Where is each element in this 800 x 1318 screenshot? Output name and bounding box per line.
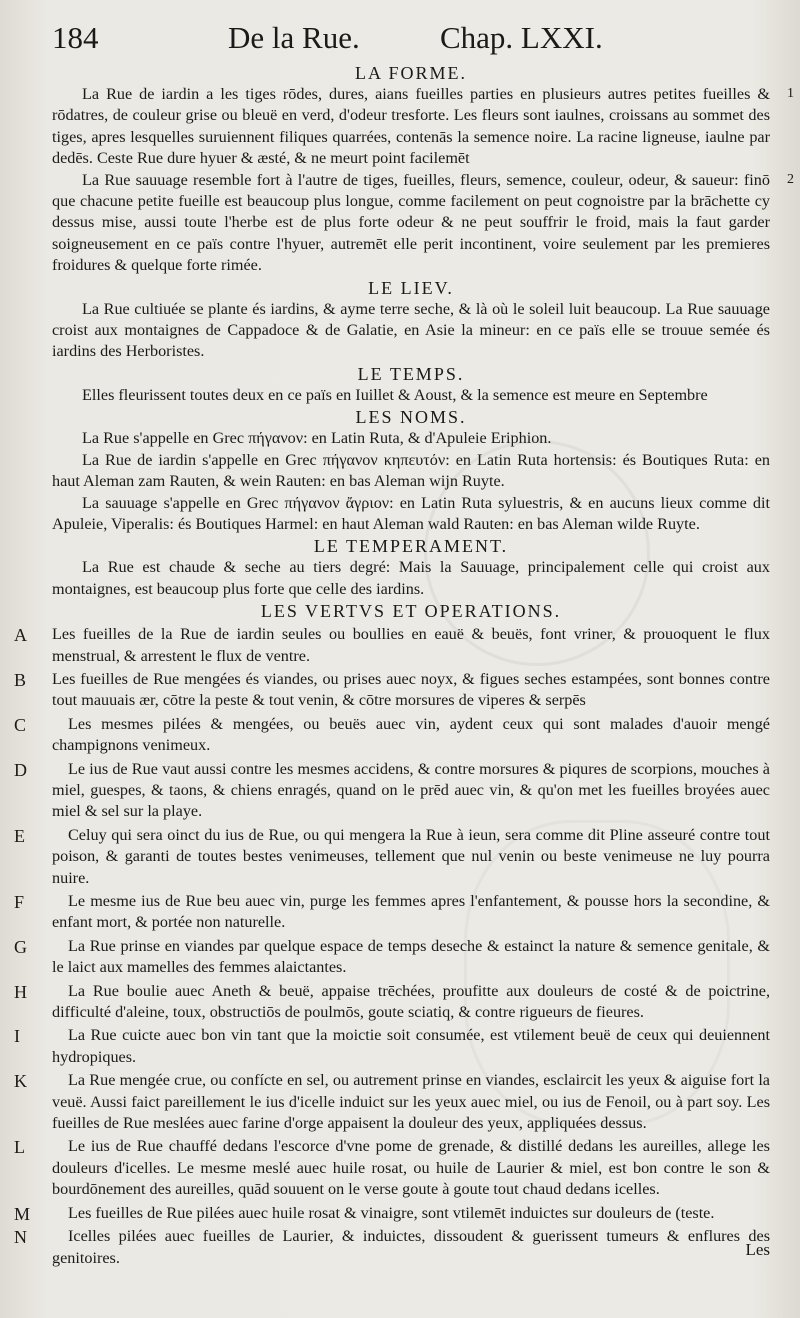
virtue-item xyxy=(14,1025,770,1068)
section-heading: LES NOMS. xyxy=(355,407,467,428)
paragraph: La Rue sauuage resemble fort à l'autre de tiges, fueilles, fleurs, semence, couleur, odeur, & saueur: finō que chacune petite fueille est beaucoup plus longue, comme facilement on peut cognoistre par la brāchette cy dessus mise, aussi toute l'herbe est de plus forte odeur & ne peut souffrir le froid, mais la faut garder soigneusement en ce païs contre l'hyuer, autremēt elle perit incontinent, voire seulement par les premieres froidures & quelque forte rimée. xyxy=(52,170,770,275)
margin-letter: H xyxy=(14,981,27,1002)
virtue-item xyxy=(14,1070,770,1134)
virtue-item xyxy=(14,1226,770,1269)
virtue-item xyxy=(14,714,770,757)
virtue-item xyxy=(14,1136,770,1200)
catchword: Les xyxy=(745,1240,770,1259)
margin-letter: E xyxy=(14,825,25,846)
virtue-item xyxy=(14,1203,770,1224)
paragraph: Elles fleurissent toutes deux en ce païs en Iuillet & Aoust, & la semence est meure en Septembre xyxy=(82,385,708,404)
margin-letter: A xyxy=(14,625,27,646)
margin-letter: D xyxy=(14,759,27,780)
margin-letter: C xyxy=(14,714,27,735)
virtue-item xyxy=(14,825,770,889)
running-title: De la Rue. xyxy=(228,20,360,55)
margin-note: 1 xyxy=(787,86,794,101)
margin-letter: L xyxy=(14,1137,25,1158)
paragraph: La Rue est chaude & seche au tiers degré: Mais la Sauuage, principalement celle qui croist aux montaignes, est beaucoup plus forte que celle des iardins. xyxy=(52,558,770,598)
section-heading: LE LIEV. xyxy=(368,277,454,298)
paragraph: Les mesmes pilées & mengées, ou beuës auec vin, aydent ceux qui sont malades d'auoir mengé champignons venimeux. xyxy=(52,714,770,755)
margin-letter: I xyxy=(14,1026,20,1047)
margin-note: 2 xyxy=(787,171,794,187)
section-heading: LE TEMPERAMENT. xyxy=(313,536,509,557)
margin-letter: F xyxy=(14,892,25,912)
paragraph: La Rue mengée crue, ou confícte en sel, ou autrement prinse en viandes, esclaircit les yeux & aiguise fort la veuë. Aussi faict pareillement le ius d'icelle induict sur les yeux auec miel, ou ius de Fenoil, ou à part soy. Les fueilles de Rue meslées auec farine d'orge appaisent la douleur des yeux, appliquées dessus. xyxy=(52,1071,770,1133)
paragraph: La sauuage s'appelle en Grec πήγανον ἄγριον: en Latin Ruta syluestris, & en aucuns lieux comme dit Apuleie, Viperalis: és Boutiques Harmel: en haut Aleman wald Rauten: en bas Aleman wilde Ruyte. xyxy=(52,493,770,533)
virtue-item xyxy=(14,624,770,667)
paragraph: Icelles pilées auec fueilles de Laurier, & induictes, dissoudent & guerissent tumeurs & enflures des genitoires. xyxy=(52,1227,770,1267)
paragraph: Les fueilles de Rue pilées auec huile rosat & vinaigre, sont vtilemēt induictes sur douleurs de (teste. xyxy=(68,1203,715,1222)
paragraph: Les fueilles de Rue mengées és viandes, ou prises auec noyx, & figues seches estampées, sont bonnes contre tout mauuais ær, cōtre la peste & tout venin, & cōtre morsures de viperes & serpēs xyxy=(52,669,770,710)
paragraph: Le ius de Rue chauffé dedans l'escorce d'vne pome de grenade, & distillé dedans les aureilles, allege les douleurs d'icelles. Le mesme meslé auec huile rosat, ou huile de Laurier & miel, est bon contre le son & bourdōnement des aureilles, quād souuent on le verse goute à goute tout chaud dedans icelles. xyxy=(52,1137,770,1199)
section-heading: LE TEMPS. xyxy=(357,363,465,384)
margin-letter: G xyxy=(14,936,27,957)
section-lieu xyxy=(52,277,770,363)
virtue-item xyxy=(14,891,770,934)
paragraph: La Rue boulie auec Aneth & beuë, appaise trēchées, proufitte aux douleurs de costé & de poictrine, difficulté d'aleine, toux, obstructiōs de poulmōs, goute sciatiq, & contre rigueurs de fieures. xyxy=(52,981,770,1022)
section-heading: LA FORME. xyxy=(354,63,468,83)
section-temperament xyxy=(52,535,770,600)
section-forme xyxy=(52,62,794,277)
margin-letter: N xyxy=(14,1227,27,1248)
margin-letter: M xyxy=(14,1203,31,1224)
virtue-item xyxy=(14,759,770,823)
paragraph: Les fueilles de la Rue de iardin seules ou boullies en eauë & beuës, font vriner, & prouoquent le flux menstrual, & arrestent le flux de ventre. xyxy=(52,625,770,665)
section-heading: LES VERTVS ET OPERATIONS. xyxy=(260,601,562,622)
virtue-item xyxy=(14,669,770,712)
paragraph: La Rue prinse en viandes par quelque espace de temps deseche & estainct la nature & semence genitale, & le laict aux mamelles des femmes alaictantes. xyxy=(52,936,770,977)
virtue-item xyxy=(14,936,770,979)
section-temps xyxy=(52,363,770,406)
running-header xyxy=(52,18,770,62)
paragraph: Le ius de Rue vaut aussi contre les mesmes accidens, & contre morsures & piqures de scorpions, mouches à miel, guespes, & taons, & chiens enragés, quand on le prēd auec vin, & qu'on met les fueilles broyées auec miel & sel sur la playe. xyxy=(52,759,770,821)
paragraph: La Rue cultiuée se plante és iardins, & ayme terre seche, & là où le soleil luit beaucoup. La Rue sauuage croist aux montaignes de Cappadoce & de Galatie, en Asie la mineur: en ce païs elle se trouue semée és iardins des Herboristes. xyxy=(52,299,770,361)
margin-letter: K xyxy=(14,1071,27,1092)
section-noms xyxy=(52,406,770,535)
page-number: 184 xyxy=(52,20,99,55)
paragraph: Le mesme ius de Rue beu auec vin, purge les femmes apres l'enfantement, & pousse hors la secondine, & enfant mort, & portée non naturelle. xyxy=(52,892,770,932)
margin-letter: B xyxy=(14,669,27,690)
paragraph: La Rue de iardin s'appelle en Grec πήγανον κηπευτόν: en Latin Ruta hortensis: és Boutiques Ruta: en haut Aleman zam Rauten, & wein Rauten: en bas Aleman wijn Ruyte. xyxy=(52,450,770,491)
paragraph: Celuy qui sera oinct du ius de Rue, ou qui mengera la Rue à ieun, sera comme dit Pline asseuré contre tout poison, & garanti de toutes bestes venimeuses, tellement que nul venin ou beste venimeuse ne luy pourra nuire. xyxy=(52,825,770,887)
virtue-item xyxy=(14,981,770,1024)
chapter-label: Chap. LXXI. xyxy=(440,20,603,55)
paragraph: La Rue cuicte auec bon vin tant que la moictie soit consumée, est vtilement beuë de ceux qui deuiennent hydropiques. xyxy=(52,1026,770,1066)
paragraph: La Rue de iardin a les tiges rōdes, dures, aians fueilles parties en plusieurs autres petites fueilles & rōdatres, de couleur grise ou bleuë en verd, d'odeur tresforte. Les fleurs sont iaulnes, croissans au sommet des tiges, apres lesquelles suruiennent filiques quarrées, contenās la semence noire. La racine ligneuse, iaulne par dedēs. Ceste Rue dure hyuer & æsté, & ne meurt point facilemēt xyxy=(52,85,770,168)
paragraph: La Rue s'appelle en Grec πήγανον: en Latin Ruta, & d'Apuleie Eriphion. xyxy=(82,429,552,448)
